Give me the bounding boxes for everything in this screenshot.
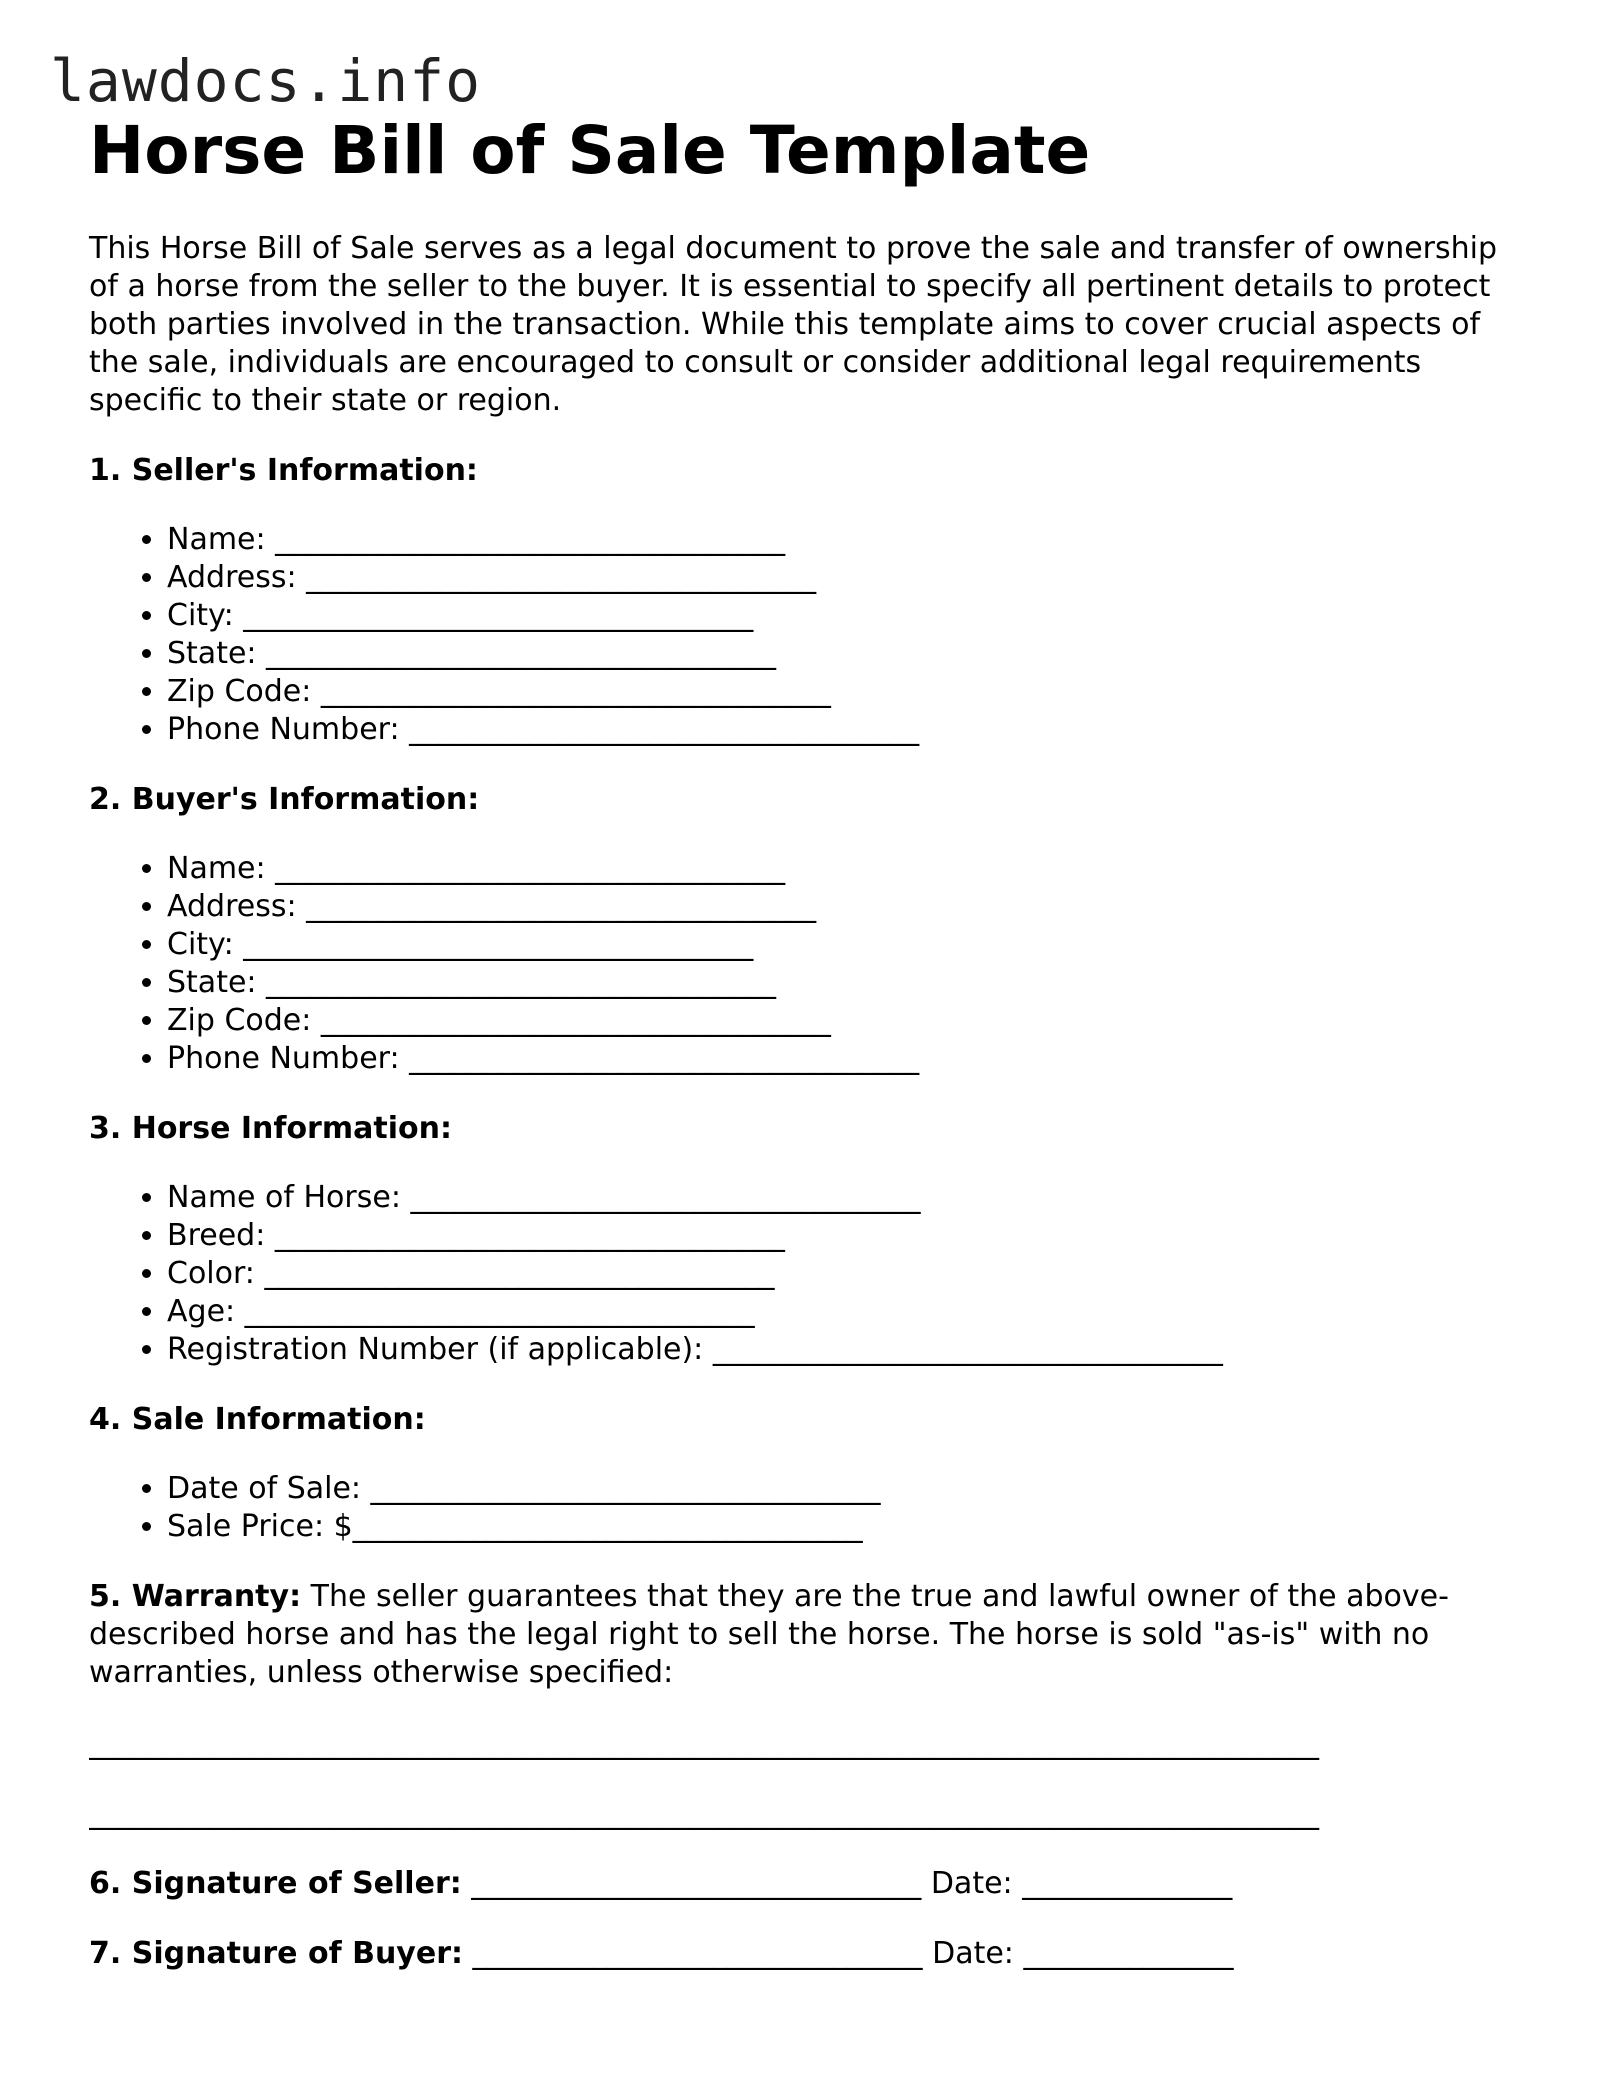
- seller-zip-field[interactable]: • Zip Code: __________________________________: [167, 673, 1529, 711]
- seller-phone-field[interactable]: • Phone Number: __________________________________: [167, 711, 1529, 749]
- buyer-address-field[interactable]: • Address: __________________________________: [167, 888, 1529, 926]
- page-title: Horse Bill of Sale Template: [89, 112, 1091, 189]
- sale-fields-list: [89, 1470, 1529, 1546]
- buyer-zip-field[interactable]: • Zip Code: __________________________________: [167, 1002, 1529, 1040]
- seller-fields-list: [89, 521, 1529, 749]
- warranty-paragraph: [89, 1578, 1529, 1692]
- seller-signature-line[interactable]: ______________________________: [471, 1866, 922, 1901]
- sale-date-field[interactable]: • Date of Sale: __________________________________: [167, 1470, 1529, 1508]
- buyer-signature-label: 7. Signature of Buyer:: [89, 1936, 463, 1971]
- warranty-blank-line-2[interactable]: __________________________________________________________________________________: [89, 1796, 1319, 1831]
- intro-paragraph: This Horse Bill of Sale serves as a legal document to prove the sale and transfer of ownership of a horse from the seller to the buyer. It is essential to specify all pertinent details to protect both parties involved in the transaction. While this template aims to cover crucial aspects of the sale, individuals are encouraged to consult or consider additional legal requirements specific to their state or region.: [89, 231, 1498, 418]
- warranty-text: The seller guarantees that they are the true and lawful owner of the above-described horse and has the legal right to sell the horse. The horse is sold "as-is" with no warranties, unless otherwise specified:: [89, 1579, 1449, 1690]
- horse-section-heading: 3. Horse Information:: [89, 1111, 452, 1146]
- horse-fields-list: [89, 1179, 1529, 1369]
- seller-date-label: Date:: [930, 1866, 1013, 1901]
- buyer-signature-row: [89, 1935, 1529, 1973]
- buyer-state-field[interactable]: • State: __________________________________: [167, 964, 1529, 1002]
- seller-state-field[interactable]: • State: __________________________________: [167, 635, 1529, 673]
- buyer-date-label: Date:: [932, 1936, 1014, 1971]
- buyer-name-field[interactable]: • Name: __________________________________: [167, 850, 1529, 888]
- buyer-phone-field[interactable]: • Phone Number: __________________________________: [167, 1040, 1529, 1078]
- buyer-fields-list: [89, 850, 1529, 1078]
- seller-section-heading: 1. Seller's Information:: [89, 453, 478, 488]
- buyer-city-field[interactable]: • City: __________________________________: [167, 926, 1529, 964]
- horse-age-field[interactable]: • Age: __________________________________: [167, 1293, 1529, 1331]
- warranty-heading: 5. Warranty:: [89, 1579, 302, 1614]
- seller-city-field[interactable]: • City: __________________________________: [167, 597, 1529, 635]
- sale-section-heading: 4. Sale Information:: [89, 1402, 426, 1437]
- horse-color-field[interactable]: • Color: __________________________________: [167, 1255, 1529, 1293]
- watermark: lawdocs.info: [50, 47, 482, 115]
- document-body: [89, 230, 1529, 1973]
- horse-breed-field[interactable]: • Breed: __________________________________: [167, 1217, 1529, 1255]
- seller-signature-row: [89, 1865, 1529, 1903]
- sale-price-field[interactable]: • Sale Price: $__________________________________: [167, 1508, 1529, 1546]
- seller-name-field[interactable]: • Name: __________________________________: [167, 521, 1529, 559]
- seller-signature-label: 6. Signature of Seller:: [89, 1866, 462, 1901]
- horse-registration-field[interactable]: • Registration Number (if applicable): __________________________________: [167, 1331, 1529, 1369]
- seller-date-line[interactable]: ______________: [1022, 1866, 1233, 1901]
- buyer-date-line[interactable]: ______________: [1023, 1936, 1234, 1971]
- buyer-signature-line[interactable]: ______________________________: [472, 1936, 923, 1971]
- seller-address-field[interactable]: • Address: __________________________________: [167, 559, 1529, 597]
- buyer-section-heading: 2. Buyer's Information:: [89, 782, 480, 817]
- horse-name-field[interactable]: • Name of Horse: __________________________________: [167, 1179, 1529, 1217]
- warranty-blank-line-1[interactable]: __________________________________________________________________________________: [89, 1726, 1319, 1761]
